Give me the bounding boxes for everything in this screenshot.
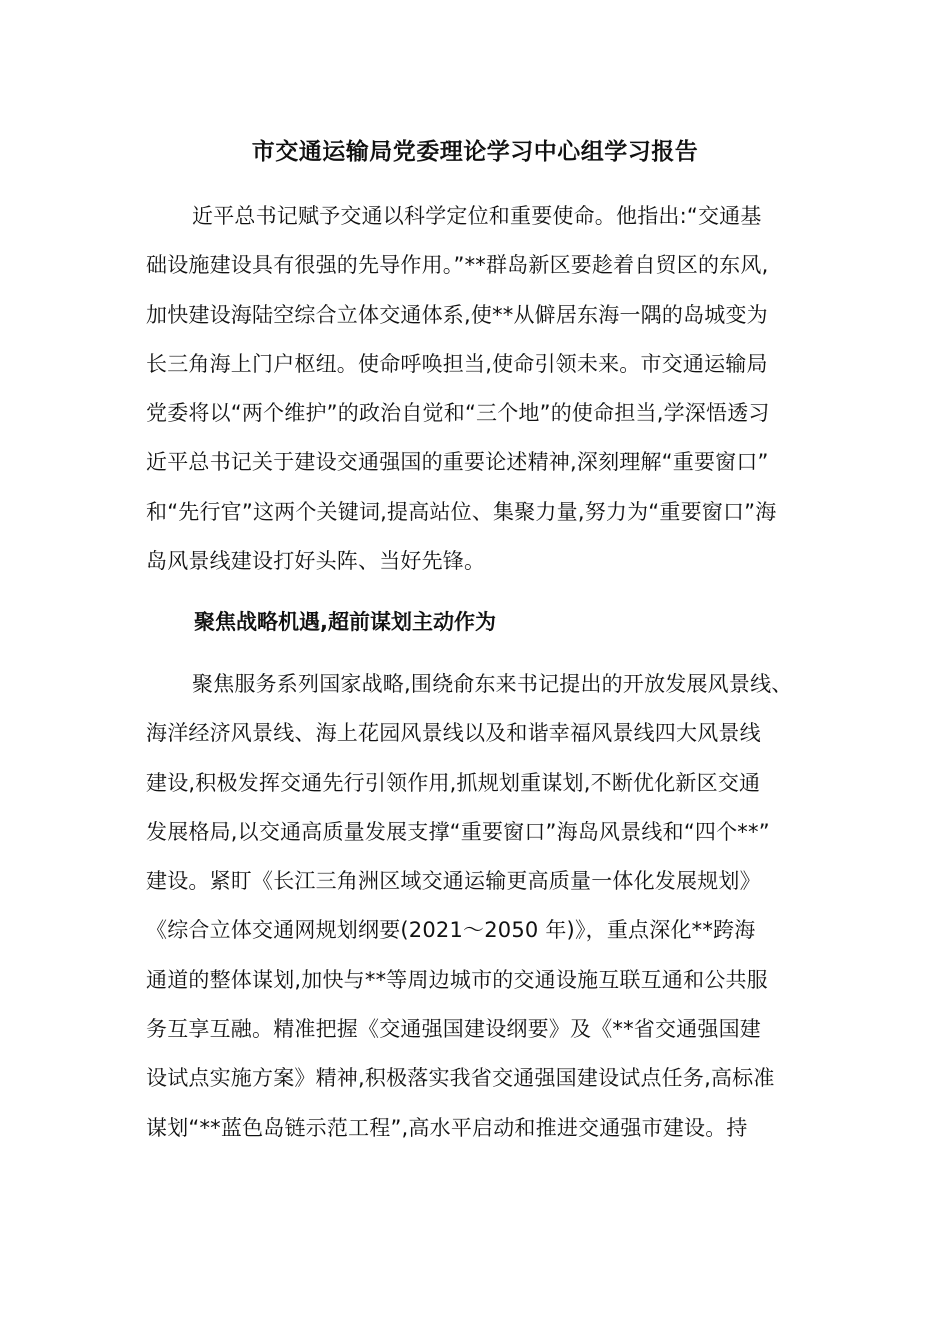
paragraph-line: 建设。紧盯《长江三角洲区域交通运输更高质量一体化发展规划》 xyxy=(146,869,761,894)
paragraph-line: 础设施建设具有很强的先导作用。”**群岛新区要趁着自贸区的东风, xyxy=(146,253,769,278)
document-title: 市交通运输局党委理论学习中心组学习报告 xyxy=(251,139,699,165)
paragraph-line: 近平总书记关于建设交通强国的重要论述精神,深刻理解“重要窗口” xyxy=(146,450,769,475)
paragraph-line: 党委将以“两个维护”的政治自觉和“三个地”的使命担当,学深悟透习 xyxy=(146,401,770,426)
paragraph-line: 通道的整体谋划,加快与**等周边城市的交通设施互联互通和公共服 xyxy=(146,967,768,992)
paragraph-line: 建设,积极发挥交通先行引领作用,抓规划重谋划,不断优化新区交通 xyxy=(146,770,761,795)
paragraph-line: 谋划“**蓝色岛链示范工程”,高水平启动和推进交通强市建设。持 xyxy=(146,1115,748,1140)
paragraph-line: 务互享互融。精准把握《交通强国建设纲要》及《**省交通强国建 xyxy=(146,1017,761,1042)
paragraph-line: 长三角海上门户枢纽。使命呼唤担当,使命引领未来。市交通运输局 xyxy=(146,351,768,376)
paragraph-line: 加快建设海陆空综合立体交通体系,使**从僻居东海一隅的岛城变为 xyxy=(146,302,768,327)
paragraph-strategy xyxy=(146,660,816,1153)
paragraph-line: 设试点实施方案》精神,积极落实我省交通强国建设试点任务,高标准 xyxy=(146,1066,775,1091)
paragraph-line: 聚焦服务系列国家战略,围绕俞东来书记提出的开放发展风景线、 xyxy=(192,672,793,696)
paragraph-line: 《综合立体交通网规划纲要(2021～2050 年)》，重点深化**跨海 xyxy=(146,918,756,943)
paragraph-line: 发展格局,以交通高质量发展支撑“重要窗口”海岛风景线和“四个**” xyxy=(146,819,770,844)
paragraph-line: 和“先行官”这两个关键词,提高站位、集聚力量,努力为“重要窗口”海 xyxy=(146,499,777,524)
paragraph-line: 近平总书记赋予交通以科学定位和重要使命。他指出:“交通基 xyxy=(192,204,762,228)
section-heading: 聚焦战略机遇,超前谋划主动作为 xyxy=(194,610,496,634)
paragraph-line: 海洋经济风景线、海上花园风景线以及和谐幸福风景线四大风景线 xyxy=(146,721,761,746)
paragraph-line: 岛风景线建设打好头阵、当好先锋。 xyxy=(146,549,486,574)
paragraph-intro xyxy=(146,192,816,586)
